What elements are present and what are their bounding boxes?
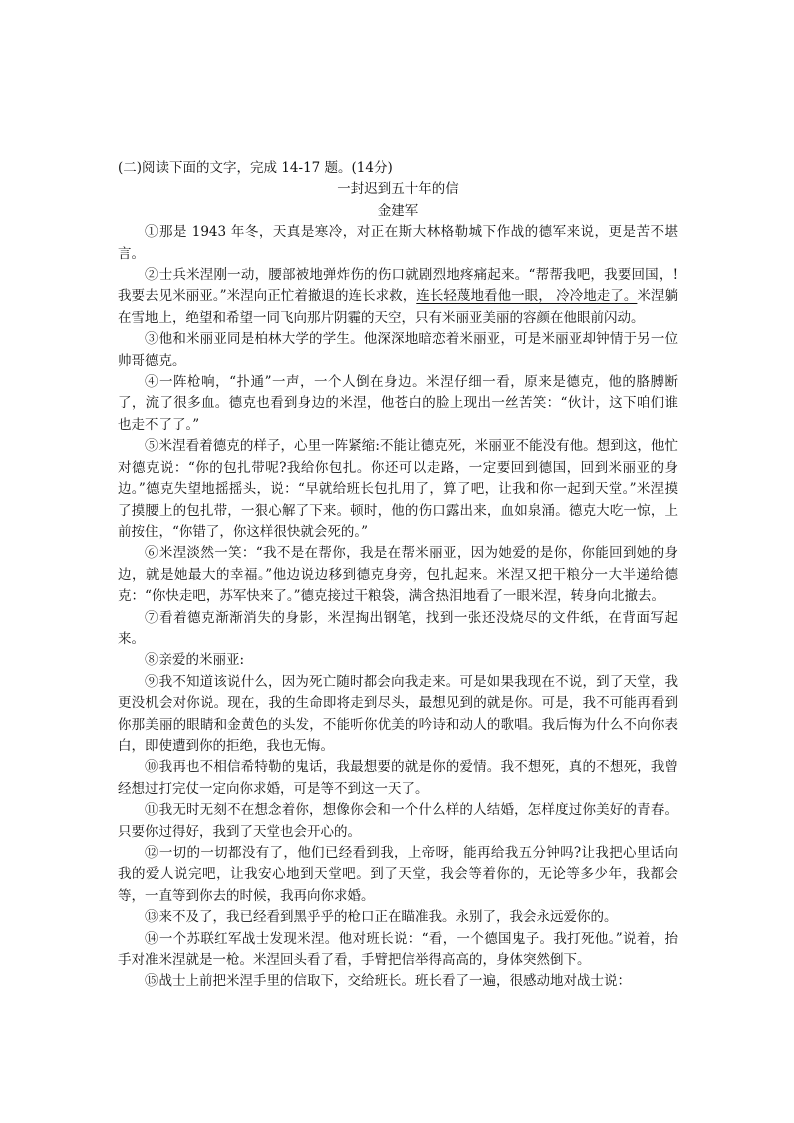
paragraph-3: ③他和米丽亚同是柏林大学的学生。他深深地暗恋着米丽亚，可是米丽亚却钟情于另一位帅哥德克。 <box>118 331 678 369</box>
paragraph-8: ⑧亲爱的米丽亚: <box>145 652 245 669</box>
paragraph-6: ⑥米涅淡然一笑：“我不是在帮你，我是在帮米丽亚，因为她爱的是你，你能回到她的身边，就是她最大的幸福。”他边说边移到德克身旁，包扎起来。米涅又把干粮分一大半递给德克：“你快走吧，苏军快来了。”德克接过干粮袋，满含热泪地看了一眼米涅，转身向北撤去。 <box>118 545 678 605</box>
paragraph-2-text-a: ②士兵米涅刚一动，腰部被地弹炸伤的伤口就剧烈地疼痛起来。“帮帮我吧，我要回国，!我要去见米丽亚。”米涅向正忙着撤退的连长求救， <box>118 267 678 305</box>
paragraph-4: ④一阵枪响，“扑通”一声，一个人倒在身边。米涅仔细一看，原来是德克，他的胳膊断了，流了很多血。德克也看到身边的米涅，他苍白的脸上现出一丝苦笑：“伙计，这下咱们谁也走不了了。” <box>118 374 678 433</box>
paragraph-11: ⑪我无时无刻不在想念着你，想像你会和一个什么样的人结婚，怎样度过你美好的青春。只要你过得好，我到了天堂也会开心的。 <box>118 802 678 840</box>
article-author: 金建军 <box>377 202 419 219</box>
paragraph-1: ①那是 1943 年冬，天真是寒冷，对正在斯大林格勒城下作战的德军来说，更是苦不堪言。 <box>118 224 678 262</box>
paragraph-10: ⑩我再也不相信希特勒的鬼话，我最想要的就是你的爱情。我不想死，真的不想死，我曾经想过打完仗一定向你求婚，可是等不到这一天了。 <box>118 759 678 797</box>
paragraph-12: ⑫一切的一切都没有了，他们已经看到我，上帝呀，能再给我五分钟吗?让我把心里话向我的爱人说完吧，让我安心地到天堂吧。到了天堂，我会等着你的，无论等多少年，我都会等，一直等到你去的时候，我再向你求婚。 <box>118 845 678 904</box>
paragraph-7: ⑦看着德克渐渐消失的身影，米涅掏出钢笔，找到一张还没烧尽的文件纸，在背面写起来。 <box>118 609 678 647</box>
paragraph-2 <box>118 265 678 329</box>
document-page <box>118 158 678 993</box>
article-title: 一封迟到五十年的信 <box>337 181 459 198</box>
paragraph-2-text-b: 米涅躺在雪地上，绝望和希望一同飞向那片阴霾的天空，只有米丽亚美丽的容颜在他眼前闪动。 <box>118 288 679 326</box>
section-header: (二)阅读下面的文字，完成 14-17 题。(14分) <box>118 160 393 176</box>
paragraph-9: ⑨我不知道该说什么，因为死亡随时都会向我走来。可是如果我现在不说，到了天堂，我更没机会对你说。现在，我的生命即将走到尽头，最想见到的就是你。可是，我不可能再看到你那美丽的眼睛和金黄色的头发，不能听你优美的吟诗和动人的歌唱。我后悔为什么不向你表白，即使遭到你的拒绝，我也无悔。 <box>118 673 678 754</box>
paragraph-13: ⑬来不及了，我已经看到黑乎乎的枪口正在瞄准我。永别了，我会永远爱你的。 <box>145 909 618 926</box>
underlined-sentence: 连长轻蔑地看他一眼， 冷冷地走了。 <box>416 288 638 305</box>
paragraph-15: ⑮战士上前把米涅手里的信取下，交给班长。班长看了一遍，很感动地对战士说： <box>145 973 631 990</box>
paragraph-14: ⑭一个苏联红军战士发现米涅。他对班长说：“看，一个德国鬼子。我打死他。”说着，抬手对准米涅就是一枪。米涅回头看了看，手臂把信举得高高的，身体突然倒下。 <box>118 930 678 969</box>
paragraph-5: ⑤米涅看着德克的样子，心里一阵紧缩:不能让德克死，米丽亚不能没有他。想到这，他忙对德克说：“你的包扎带呢?我给你包扎。你还可以走路，一定要回到德国，回到米丽亚的身边。”德克失望地摇摇头，说：“早就给班长包扎用了，算了吧，让我和你一起到天堂。”米涅摸了摸腰上的包扎带，一狠心解了下来。顿时，他的伤口露出来，血如泉涌。德克大吃一惊，上前按住，“你错了，你这样很快就会死的。” <box>118 438 678 540</box>
